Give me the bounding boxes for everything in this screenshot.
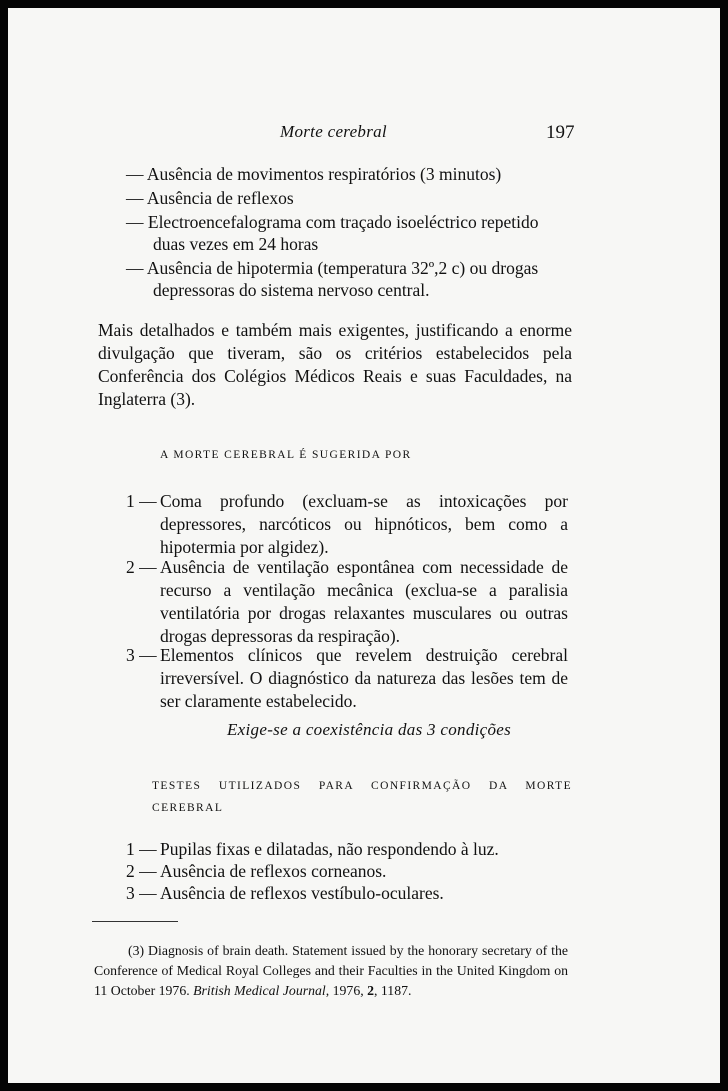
item-number: 3 — — [126, 645, 157, 665]
dash-item-4-continuation: depressoras do sistema nervoso central. — [153, 280, 430, 300]
test-item-2 — [126, 860, 568, 883]
item-number: 3 — — [126, 883, 157, 903]
footnote-divider — [92, 921, 178, 922]
item-text: Ausência de ventilação espontânea com necessidade de recurso a ventilação mecânica (exclua-se a paralisia ventilatória por drogas relaxantes musculares ou outras drogas depressoras da respiração). — [160, 557, 568, 646]
test-item-3 — [126, 882, 568, 905]
conclusion-line: Exige-se a coexistência das 3 condições — [227, 720, 512, 739]
item-text: Ausência de reflexos corneanos. — [160, 861, 387, 881]
criteria-item-1 — [126, 490, 568, 559]
section-heading-sugerida: A MORTE CEREBRAL É SUGERIDA POR — [160, 449, 412, 461]
test-item-1 — [126, 838, 568, 861]
footnote-volume: 2 — [367, 983, 375, 998]
dash-item-1: — Ausência de movimentos respiratórios (3 minutos) — [126, 164, 502, 184]
item-number: 2 — — [126, 861, 157, 881]
book-page — [8, 8, 720, 1083]
footnote-text: Diagnosis of brain death. Statement issued by the honorary secretary of the Conference of Medical Royal Colleges and their Faculties in the United Kingdom on 11 October 1976. — [94, 943, 568, 998]
footnote-year: , 1976, — [325, 983, 368, 998]
footnote-marker: (3) — [128, 943, 145, 958]
footnote — [94, 941, 568, 1001]
item-number: 1 — — [126, 839, 157, 859]
running-header-title: Morte cerebral — [280, 122, 387, 141]
item-number: 2 — — [126, 557, 157, 577]
criteria-item-3 — [126, 644, 568, 713]
item-text: Ausência de reflexos vestíbulo-oculares. — [160, 883, 444, 903]
item-text: Pupilas fixas e dilatadas, não respondendo à luz. — [160, 839, 499, 859]
footnote-pages: , 1187. — [374, 983, 412, 998]
dash-item-3: — Electroencefalograma com traçado isoeléctrico repetido — [126, 212, 539, 232]
footnote-journal: British Medical Journal — [193, 983, 326, 998]
section-heading-testes: TESTES UTILIZADOS PARA CONFIRMAÇÃO DA MORTE CEREBRAL — [152, 780, 572, 814]
item-text: Elementos clínicos que revelem destruição cerebral irreversível. O diagnóstico da natureza das lesões tem de ser claramente estabelecido. — [160, 645, 568, 711]
criteria-item-2 — [126, 556, 568, 648]
dash-item-3-continuation: duas vezes em 24 horas — [153, 234, 319, 254]
item-text: Coma profundo (excluam-se as intoxicações por depressores, narcóticos ou hipnóticos, bem como a hipotermia por algidez). — [160, 491, 568, 557]
dash-item-2: — Ausência de reflexos — [126, 188, 294, 208]
item-number: 1 — — [126, 491, 157, 511]
dash-item-4: — Ausência de hipotermia (temperatura 32º,2 c) ou drogas — [126, 258, 539, 278]
page-number: 197 — [546, 122, 575, 143]
body-paragraph: Mais detalhados e também mais exigentes, justificando a enorme divulgação que tiveram, são os critérios estabelecidos pela Conferência dos Colégios Médicos Reais e suas Faculdades, na Inglaterra (3). — [98, 320, 572, 409]
